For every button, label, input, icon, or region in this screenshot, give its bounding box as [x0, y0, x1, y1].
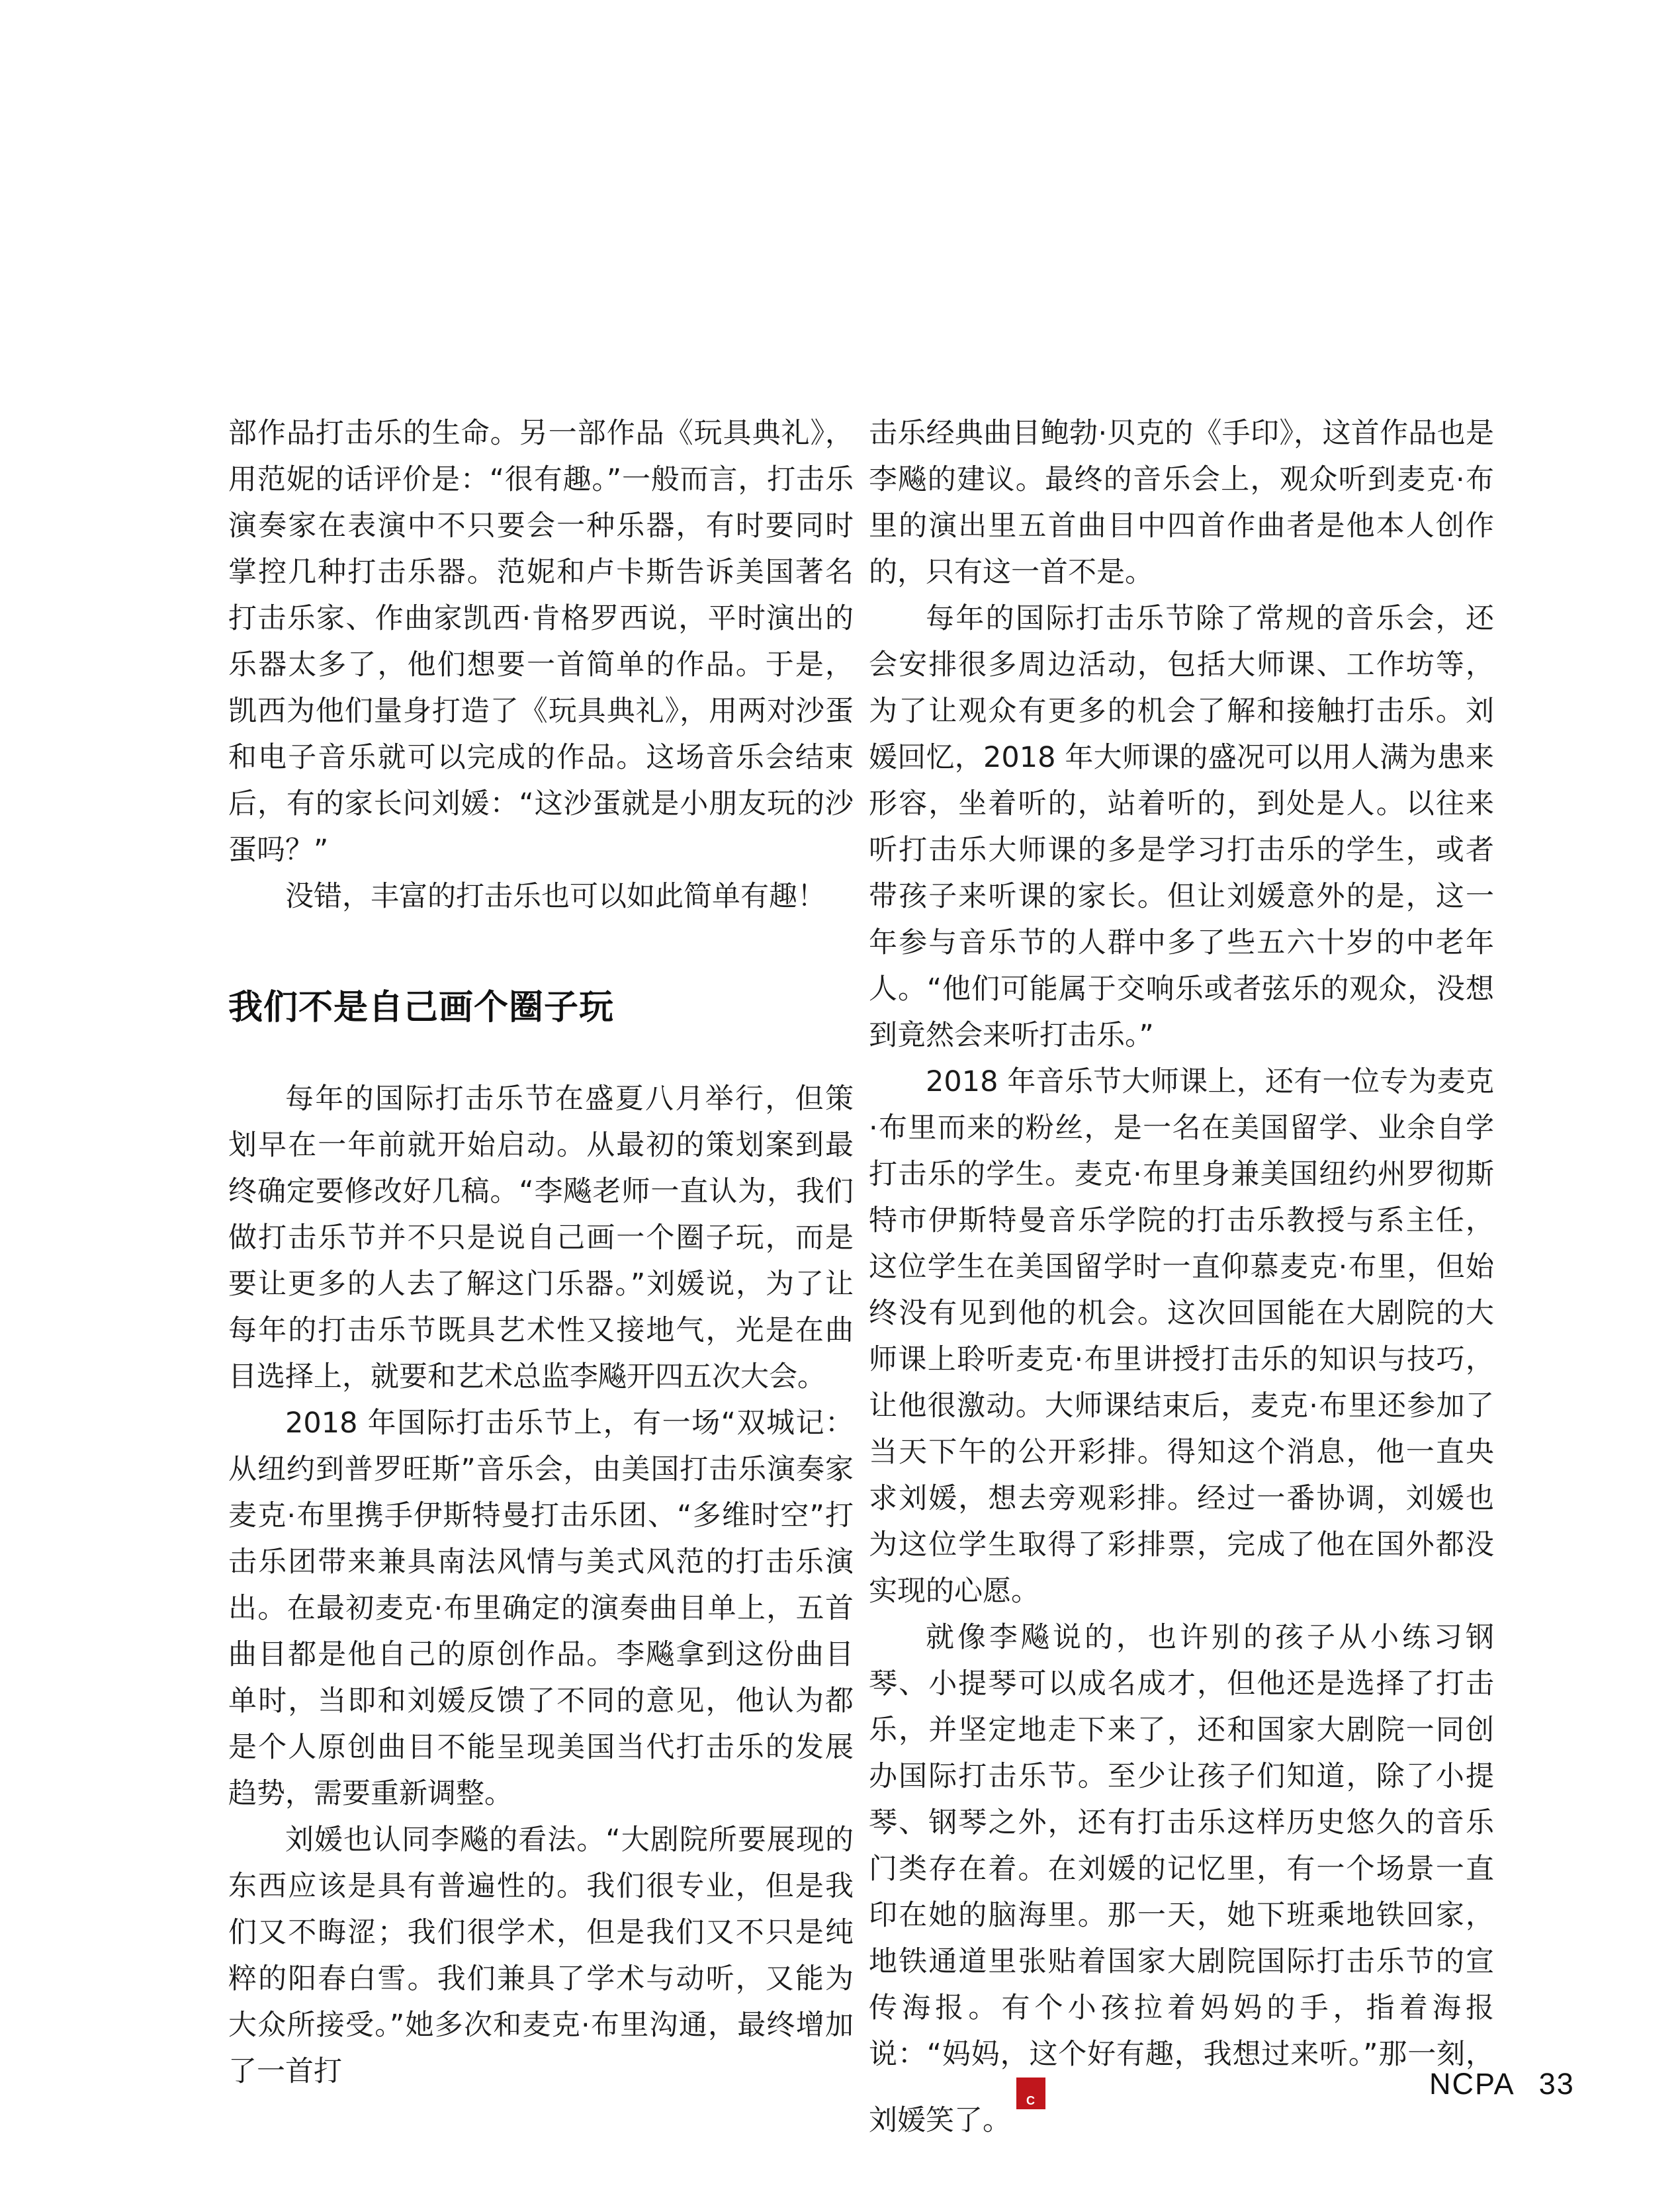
- magazine-brand: NCPA: [1429, 2067, 1515, 2101]
- paragraph: [869, 1614, 1494, 2144]
- paragraph: 2018 年音乐节大师课上，还有一位专为麦克·布里而来的粉丝，是一名在美国留学、业余自学打击乐的学生。麦克·布里身兼美国纽约州罗彻斯特市伊斯特曼音乐学院的打击乐教授与系主任，这位学生在美国留学时一直仰慕麦克·布里，但始终没有见到他的机会。这次回国能在大剧院的大师课上聆听麦克·布里讲授打击乐的知识与技巧，让他很激动。大师课结束后，麦克·布里还参加了当天下午的公开彩排。得知这个消息，他一直央求刘媛，想去旁观彩排。经过一番协调，刘媛也为这位学生取得了彩排票，完成了他在国外都没实现的心愿。: [869, 1065, 1494, 1608]
- paragraph-continued: 击乐经典曲目鲍勃·贝克的《手印》，这首作品也是李飚的建议。最终的音乐会上，观众听到麦克·布里的演出里五首曲目中四首作曲者是他本人创作的，只有这一首不是。: [869, 417, 1494, 589]
- paragraph: 每年的国际打击乐节在盛夏八月举行，但策划早在一年前就开始启动。从最初的策划案到最终确定要修改好几稿。“李飚老师一直认为，我们做打击乐节并不只是说自己画一个圈子玩，而是要让更多的人去了解这门乐器。”刘媛说，为了让每年的打击乐节既具艺术性又接地气，光是在曲目选择上，就要和艺术总监李飚开四五次大会。: [228, 1082, 854, 1393]
- left-column: [228, 410, 854, 2144]
- page-number: 33: [1538, 2067, 1575, 2101]
- paragraph: 没错，丰富的打击乐也可以如此简单有趣！: [285, 880, 826, 913]
- end-mark-text-bottom: PA: [1026, 2109, 1083, 2136]
- ncpa-end-mark-stamp: [1016, 2078, 1083, 2136]
- end-mark-text-top: NC: [1026, 2079, 1083, 2107]
- paragraph-text: 就像李飚说的，也许别的孩子从小练习钢琴、小提琴可以成名成才，但他还是选择了打击乐，并坚定地走下来了，还和国家大剧院一同创办国际打击乐节。至少让孩子们知道，除了小提琴、钢琴之外，还有打击乐这样历史悠久的音乐门类存在着。在刘媛的记忆里，有一个场景一直印在她的脑海里。那一天，她下班乘地铁回家，地铁通道里张贴着国家大剧院国际打击乐节的宣传海报。有个小孩拉着妈妈的手，指着海报说：“妈妈，这个好有趣，我想过来听。”那一刻，刘媛笑了。: [869, 1621, 1494, 2137]
- page-footer: [1429, 2067, 1575, 2101]
- paragraph: 刘媛也认同李飚的看法。“大剧院所要展现的东西应该是具有普遍性的。我们很专业，但是我们又不晦涩；我们很学术，但是我们又不只是纯粹的阳春白雪。我们兼具了学术与动听，又能为大众所接受。”她多次和麦克·布里沟通，最终增加了一首打: [228, 1823, 854, 2088]
- paragraph: 2018 年国际打击乐节上，有一场“双城记：从纽约到普罗旺斯”音乐会，由美国打击乐演奏家麦克·布里携手伊斯特曼打击乐团、“多维时空”打击乐团带来兼具南法风情与美式风范的打击乐演出。在最初麦克·布里确定的演奏曲目单上，五首曲目都是他自己的原创作品。李飚拿到这份曲目单时，当即和刘媛反馈了不同的意见，他认为都是个人原创曲目不能呈现美国当代打击乐的发展趋势，需要重新调整。: [228, 1407, 854, 1810]
- article-body: [228, 410, 1494, 2144]
- paragraph-continued: 部作品打击乐的生命。另一部作品《玩具典礼》，用范妮的话评价是：“很有趣。”一般而言，打击乐演奏家在表演中不只要会一种乐器，有时要同时掌控几种打击乐器。范妮和卢卡斯告诉美国著名打击乐家、作曲家凯西·肯格罗西说，平时演出的乐器太多了，他们想要一首简单的作品。于是，凯西为他们量身打造了《玩具典礼》，用两对沙蛋和电子音乐就可以完成的作品。这场音乐会结束后，有的家长问刘媛：“这沙蛋就是小朋友玩的沙蛋吗？”: [228, 417, 854, 867]
- section-heading: 我们不是自己画个圈子玩: [228, 988, 615, 1028]
- right-column: [869, 410, 1494, 2144]
- paragraph: 每年的国际打击乐节除了常规的音乐会，还会安排很多周边活动，包括大师课、工作坊等，为了让观众有更多的机会了解和接触打击乐。刘媛回忆，2018 年大师课的盛况可以用人满为患来形容，坐着听的，站着听的，到处是人。以往来听打击乐大师课的多是学习打击乐的学生，或者带孩子来听课的家长。但让刘媛意外的是，这一年参与音乐节的人群中多了些五六十岁的中老年人。“他们可能属于交响乐或者弦乐的观众，没想到竟然会来听打击乐。”: [869, 602, 1494, 1052]
